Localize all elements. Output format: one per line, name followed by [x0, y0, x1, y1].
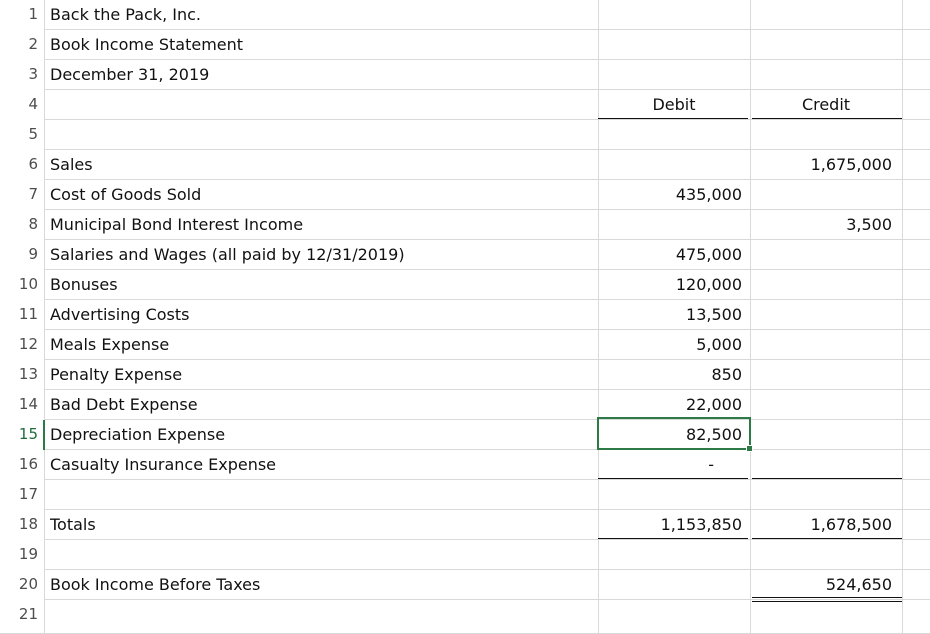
- credit-header-underline: [752, 118, 902, 119]
- cell-a19[interactable]: [44, 540, 598, 570]
- sheet-row: [0, 90, 930, 120]
- credit-value[interactable]: [750, 450, 902, 480]
- active-row-indicator: [43, 420, 45, 450]
- cell-a1-company-name[interactable]: Back the Pack, Inc.: [50, 5, 201, 24]
- line-item-label[interactable]: Salaries and Wages (all paid by 12/31/2019): [50, 245, 405, 264]
- cell-b20[interactable]: [598, 570, 750, 600]
- sheet-row: [0, 570, 930, 600]
- sheet-row: [0, 150, 930, 180]
- cell-c21[interactable]: [750, 600, 902, 630]
- sheet-row: [0, 450, 930, 480]
- debit-value[interactable]: 13,500: [686, 305, 742, 324]
- cell-b21[interactable]: [598, 600, 750, 630]
- line-item-label[interactable]: Bad Debt Expense: [50, 395, 198, 414]
- sheet-row: [0, 270, 930, 300]
- sheet-row-active: [0, 420, 930, 450]
- book-income-value[interactable]: 524,650: [825, 575, 892, 594]
- sheet-row: [0, 300, 930, 330]
- line-item-label[interactable]: Advertising Costs: [50, 305, 190, 324]
- row-number[interactable]: 3: [0, 60, 44, 90]
- credit-value[interactable]: 1,675,000: [810, 155, 892, 174]
- totals-label[interactable]: Totals: [50, 515, 96, 534]
- cell-b5[interactable]: [598, 120, 750, 150]
- credit-value[interactable]: 3,500: [846, 215, 892, 234]
- cell-c17[interactable]: [750, 480, 902, 510]
- credit-value[interactable]: [750, 420, 902, 450]
- row-number[interactable]: 12: [0, 330, 44, 360]
- cell-b2[interactable]: [598, 30, 750, 60]
- cell-c3[interactable]: [750, 60, 902, 90]
- line-item-label[interactable]: Casualty Insurance Expense: [50, 455, 277, 474]
- cell-a5[interactable]: [44, 120, 598, 150]
- row-number[interactable]: 1: [0, 0, 44, 30]
- line-item-label[interactable]: Penalty Expense: [50, 365, 183, 384]
- sheet-row: [0, 510, 930, 540]
- cell-b3[interactable]: [598, 60, 750, 90]
- cell-a17[interactable]: [44, 480, 598, 510]
- row-number[interactable]: 19: [0, 540, 44, 570]
- debit-total[interactable]: 1,153,850: [660, 515, 742, 534]
- cell-b17[interactable]: [598, 480, 750, 510]
- sheet-row: [0, 0, 930, 30]
- cell-b19[interactable]: [598, 540, 750, 570]
- row-number[interactable]: 7: [0, 180, 44, 210]
- sheet-row: [0, 120, 930, 150]
- book-income-label[interactable]: Book Income Before Taxes: [50, 575, 261, 594]
- row-number[interactable]: 5: [0, 120, 44, 150]
- selected-cell-b15[interactable]: 82,500: [686, 425, 742, 444]
- debit-value[interactable]: -: [708, 455, 714, 474]
- line-item-label[interactable]: Depreciation Expense: [50, 425, 226, 444]
- cell-a4[interactable]: [44, 90, 598, 120]
- row-number[interactable]: 16: [0, 450, 44, 480]
- credit-value[interactable]: [750, 300, 902, 330]
- row-number[interactable]: 18: [0, 510, 44, 540]
- double-underline-top: [752, 597, 902, 598]
- credit-value[interactable]: [750, 390, 902, 420]
- row-number[interactable]: 14: [0, 390, 44, 420]
- sheet-row: [0, 540, 930, 570]
- cell-c1[interactable]: [750, 0, 902, 30]
- fill-handle[interactable]: [746, 445, 753, 452]
- debit-value[interactable]: 22,000: [686, 395, 742, 414]
- credit-total[interactable]: 1,678,500: [810, 515, 892, 534]
- cell-c2[interactable]: [750, 30, 902, 60]
- debit-sum-line: [598, 478, 748, 479]
- line-item-label[interactable]: Municipal Bond Interest Income: [50, 215, 304, 234]
- credit-value[interactable]: [750, 360, 902, 390]
- row-number[interactable]: 9: [0, 240, 44, 270]
- sheet-row: [0, 600, 930, 634]
- debit-column-header[interactable]: Debit: [652, 95, 696, 114]
- debit-value[interactable]: [598, 150, 750, 180]
- row-number[interactable]: 21: [0, 600, 44, 630]
- debit-value[interactable]: 850: [711, 365, 742, 384]
- row-number[interactable]: 4: [0, 90, 44, 120]
- row-number[interactable]: 10: [0, 270, 44, 300]
- row-number[interactable]: 17: [0, 480, 44, 510]
- credit-value[interactable]: [750, 240, 902, 270]
- credit-value[interactable]: [750, 330, 902, 360]
- sheet-row: [0, 210, 930, 240]
- sheet-row: [0, 30, 930, 60]
- debit-value[interactable]: 475,000: [675, 245, 742, 264]
- row-number-active[interactable]: 15: [0, 420, 44, 450]
- credit-sum-line: [752, 478, 902, 479]
- cell-b1[interactable]: [598, 0, 750, 30]
- double-underline-bottom: [752, 601, 902, 602]
- debit-value[interactable]: 435,000: [675, 185, 742, 204]
- sheet-row: [0, 330, 930, 360]
- debit-value[interactable]: [598, 210, 750, 240]
- row-number[interactable]: 11: [0, 300, 44, 330]
- credit-column-header[interactable]: Credit: [801, 95, 851, 114]
- debit-value[interactable]: 5,000: [696, 335, 742, 354]
- row-number[interactable]: 6: [0, 150, 44, 180]
- line-item-label[interactable]: Bonuses: [50, 275, 118, 294]
- row-number[interactable]: 13: [0, 360, 44, 390]
- sheet-row: [0, 480, 930, 510]
- line-item-label[interactable]: Cost of Goods Sold: [50, 185, 202, 204]
- sheet-row: [0, 180, 930, 210]
- debit-header-underline: [598, 118, 748, 119]
- row-number[interactable]: 8: [0, 210, 44, 240]
- line-item-label[interactable]: Meals Expense: [50, 335, 170, 354]
- sheet-row: [0, 240, 930, 270]
- row-number[interactable]: 2: [0, 30, 44, 60]
- row-number[interactable]: 20: [0, 570, 44, 600]
- cell-a2-statement-title[interactable]: Book Income Statement: [50, 35, 244, 54]
- line-item-label[interactable]: Sales: [50, 155, 93, 174]
- sheet-row: [0, 390, 930, 420]
- sheet-row: [0, 360, 930, 390]
- debit-total-underline: [598, 538, 748, 539]
- cell-c19[interactable]: [750, 540, 902, 570]
- cell-a21[interactable]: [44, 600, 598, 630]
- credit-value[interactable]: [750, 180, 902, 210]
- cell-a3-statement-date[interactable]: December 31, 2019: [50, 65, 210, 84]
- debit-value[interactable]: 120,000: [675, 275, 742, 294]
- credit-value[interactable]: [750, 270, 902, 300]
- credit-total-underline: [752, 538, 902, 539]
- sheet-row: [0, 60, 930, 90]
- cell-c5[interactable]: [750, 120, 902, 150]
